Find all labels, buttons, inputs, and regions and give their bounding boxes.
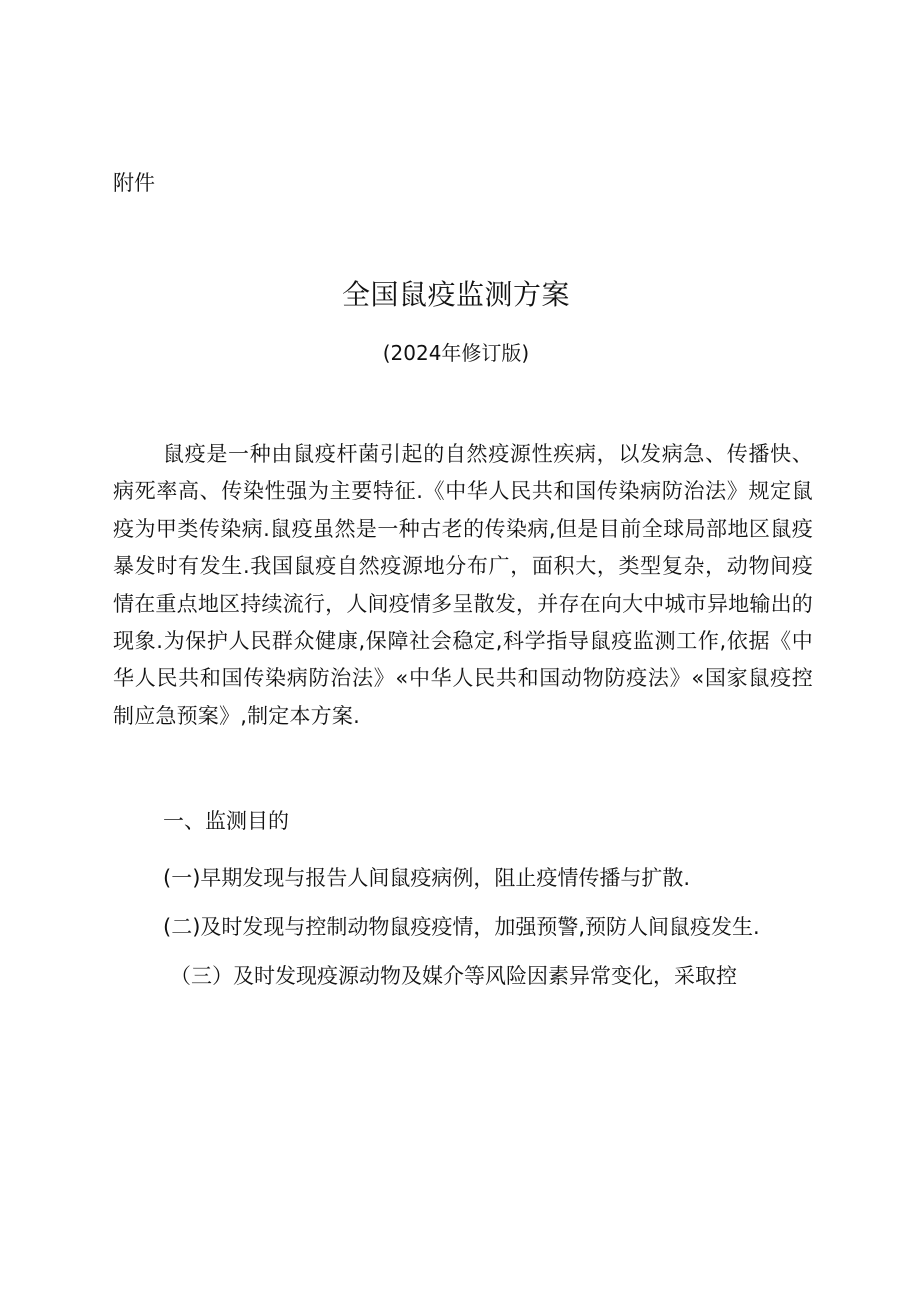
document-subtitle: (2024年修订版) [382,341,530,365]
section-heading-monitoring-objectives: 一、监测目的 [163,809,289,833]
objective-item-1: (一)早期发现与报告人间鼠疫病例，阻止疫情传播与扩散. [163,866,691,890]
intro-paragraph: 鼠疫是一种由鼠疫杆菌引起的自然疫源性疾病，以发病急、传播快、病死率高、传染性强为主要特征.《中华人民共和国传染病防治法》规定鼠疫为甲类传染病.鼠疫虽然是一种古老的传染病,但是目前全球局部地区鼠疫暴发时有发生.我国鼠疫自然疫源地分布广，面积大，类型复杂，动物间疫情在重点地区持续流行，人间疫情多呈散发，并存在向大中城市异地输出的现象.为保护人民群众健康,保障社会稳定,科学指导鼠疫监测工作,依据《中华人民共和国传染病防治法》«中华人民共和国动物防疫法》«国家鼠疫控制应急预案》,制定本方案. [113,442,813,728]
objective-item-3: （三）及时发现疫源动物及媒介等风险因素异常变化，采取控 [170,964,737,988]
objective-item-2: (二)及时发现与控制动物鼠疫疫情，加强预警,预防人间鼠疫发生. [163,915,760,939]
attachment-label: 附件 [113,171,155,195]
document-title: 全国鼠疫监测方案 [341,278,570,311]
